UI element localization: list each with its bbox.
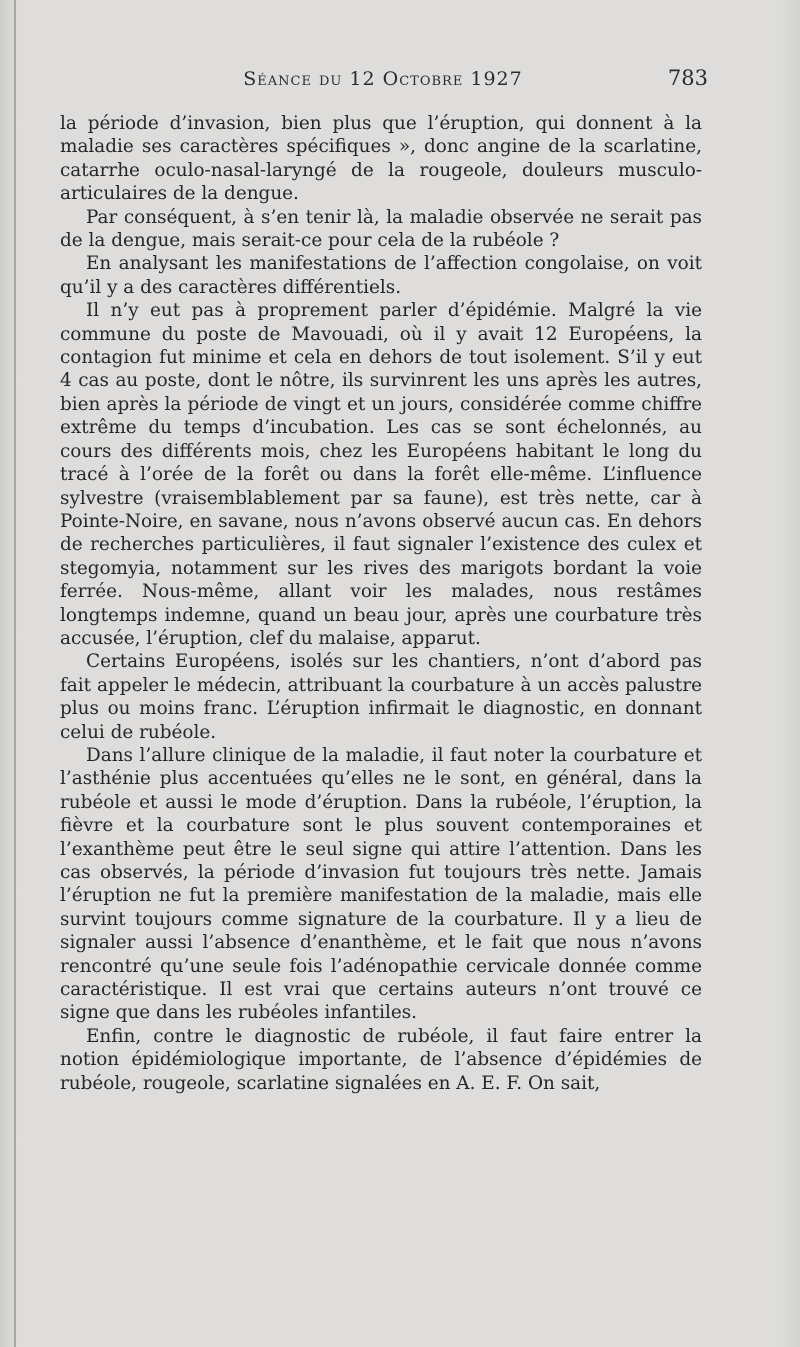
running-header — [58, 60, 708, 96]
paragraph: En analysant les manifestations de l’affection congolaise, on voit qu’il y a des caractères différentiels. — [60, 253, 702, 298]
page-gutter-edge — [14, 0, 16, 1347]
paragraph: Enfin, contre le diagnostic de rubéole, il faut faire entrer la notion épidémiologique importante, de l’absence d’épidémies de rubéole, rougeole, scarlatine signalées en A. E. F. On sait, — [60, 1025, 702, 1094]
paragraph: Certains Européens, isolés sur les chantiers, n’ont d’abord pas fait appeler le médecin, attribuant la courbature à un accès palustre plus ou moins franc. L’éruption infirmait le diagnostic, en donnant celui de rubéole. — [60, 651, 702, 743]
body-text — [60, 112, 702, 1095]
paragraph: Dans l’allure clinique de la maladie, il faut noter la courbature et l’asthénie plus accentuées qu’elles ne le sont, en général, dans la rubéole et aussi le mode d’éruption. Dans la rubéole, l’éruption, la fièvre et la courbature sont le plus souvent contemporaines et l’exanthème peut être le seul signe qui attire l’attention. Dans les cas observés, la période d’invasion fut toujours très nette. Jamais l’éruption ne fut la première manifestation de la maladie, mais elle survint toujours comme signature de la courbature. Il y a lieu de signaler aussi l’absence d’enanthème, et le fait que nous n’avons rencontré qu’une seule fois l’adénopathie cervicale donnée comme caractéristique. Il est vrai que certains auteurs n’ont trouvé ce signe que dans les rubéoles infantiles. — [60, 744, 702, 1024]
running-title: Séance du 12 Octobre 1927 — [243, 68, 523, 90]
paragraph-continued: la période d’invasion, bien plus que l’éruption, qui donnent à la maladie ses caractères spécifiques », donc angine de la scarlatine, catarrhe oculo-nasal-laryngé de la rougeole, douleurs musculo-articulaires de la dengue. — [60, 113, 702, 205]
page-number: 783 — [667, 66, 708, 90]
paragraph: Par conséquent, à s’en tenir là, la maladie observée ne serait pas de la dengue, mais serait-ce pour cela de la rubéole ? — [60, 206, 702, 252]
paragraph: Il n’y eut pas à proprement parler d’épidémie. Malgré la vie commune du poste de Mavouadi, où il y avait 12 Européens, la contagion fut minime et cela en dehors de tout isolement. S’il y eut 4 cas au poste, dont le nôtre, ils survinrent les uns après les autres, bien après la période de vingt et un jours, considérée comme chiffre extrême du temps d’incubation. Les cas se sont échelonnés, au cours des différents mois, chez les Européens habitant le long du tracé à l’orée de la forêt ou dans la forêt elle-même. L’influence sylvestre (vraisemblablement par sa faune), est très nette, car à Pointe-Noire, en savane, nous n’avons observé aucun cas. En dehors de recherches particulières, il faut signaler l’existence des culex et stegomyia, notamment sur les rives des marigots bordant la voie ferrée. Nous-même, allant voir les malades, nous restâmes longtemps indemne, quand un beau jour, après une courbature très accusée, l’éruption, clef du malaise, apparut. — [60, 300, 702, 649]
